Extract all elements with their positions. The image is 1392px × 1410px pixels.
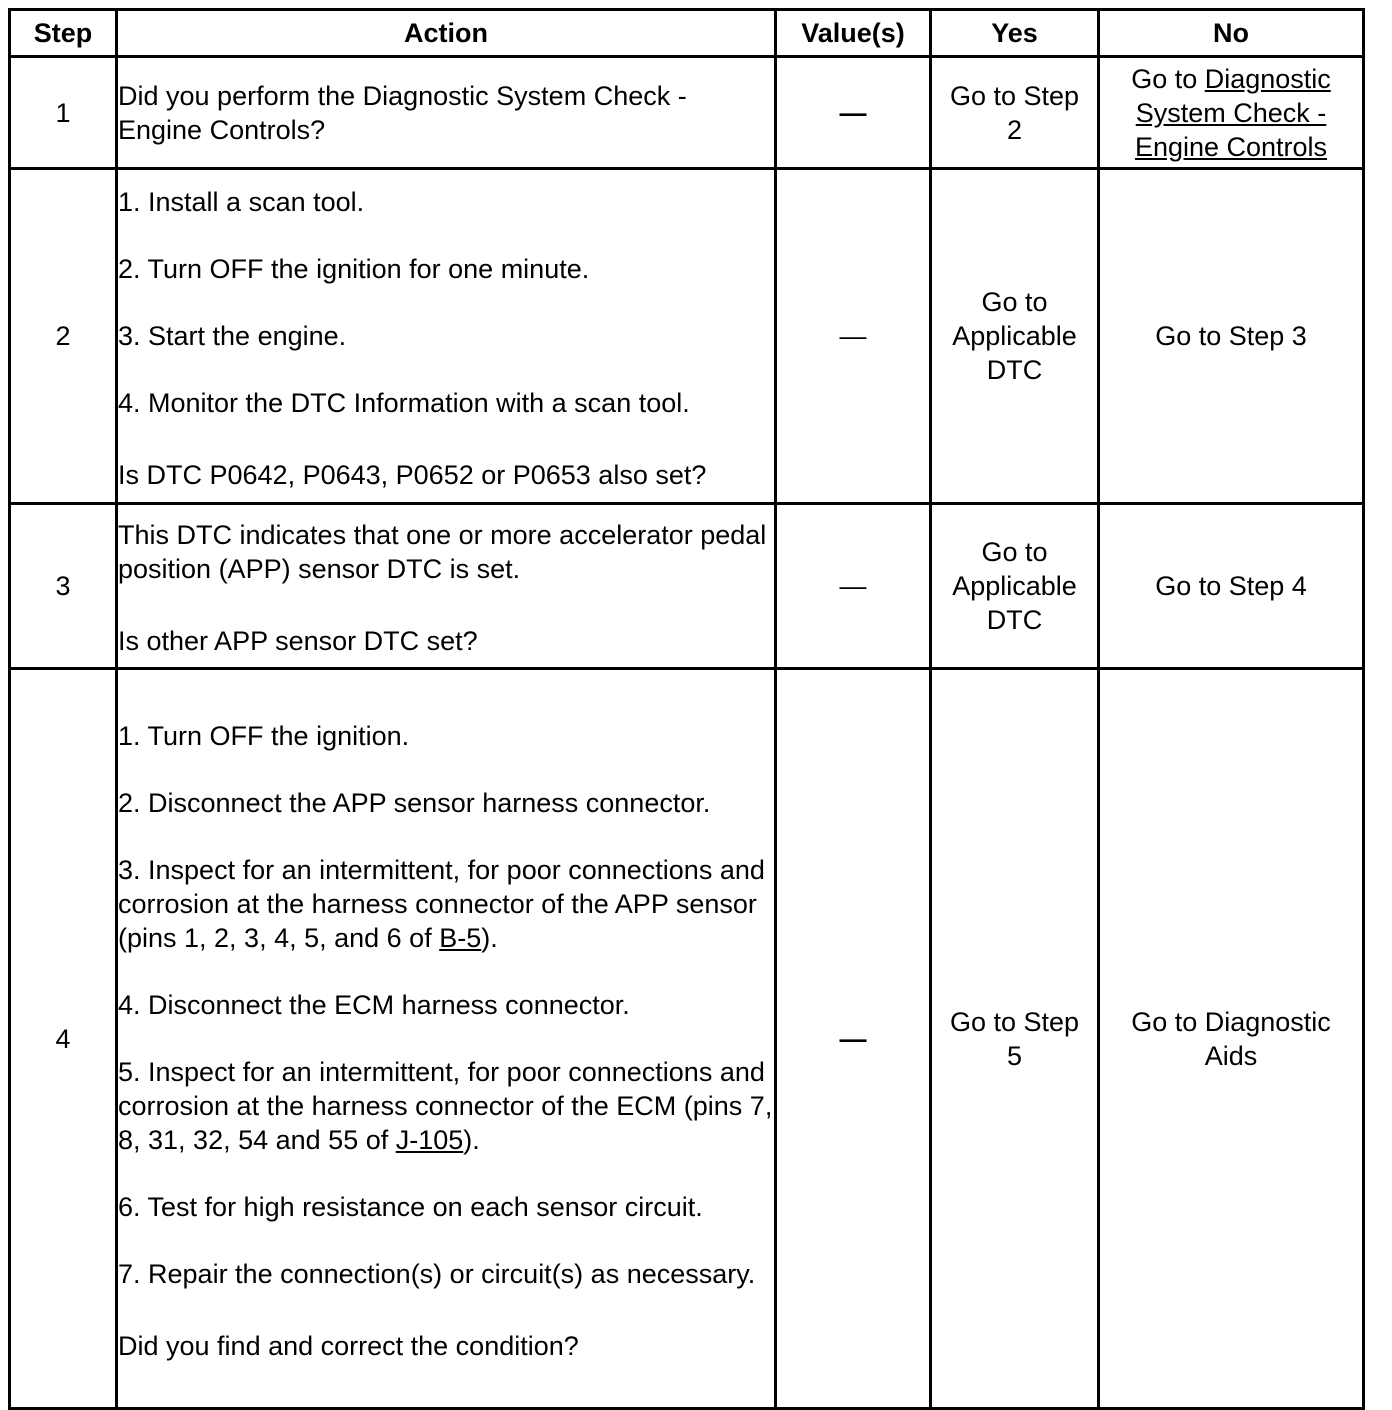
value-cell: — (776, 669, 931, 1409)
header-action: Action (117, 10, 776, 57)
action-text: 1. Turn OFF the ignition. (118, 720, 410, 751)
step-number: 4 (10, 669, 117, 1409)
action-text-part: 5. Inspect for an intermittent, for poor connections and corrosion at the harness connector of the ECM (pins 7, 8, 31, 32, 54 and 55 of (118, 1056, 773, 1155)
value-cell: — (776, 504, 931, 669)
no-cell (1099, 57, 1364, 169)
no-cell: Go to Step 4 (1099, 504, 1364, 669)
diagnostic-table (8, 8, 1365, 1410)
action-text: 6. Test for high resistance on each sensor circuit. (118, 1191, 703, 1222)
action-text: This DTC indicates that one or more accelerator pedal position (APP) sensor DTC is set. (118, 520, 767, 584)
action-question: Is other APP sensor DTC set? (118, 626, 478, 656)
table-row (10, 504, 1364, 669)
action-text (118, 1055, 774, 1157)
table-row (10, 57, 1364, 169)
header-yes: Yes (931, 10, 1099, 57)
yes-cell: Go to Step 5 (931, 669, 1099, 1409)
action-text (118, 853, 774, 955)
header-step: Step (10, 10, 117, 57)
action-text: 3. Start the engine. (118, 320, 347, 351)
no-cell: Go to Diagnostic Aids (1099, 669, 1364, 1409)
action-cell (117, 669, 776, 1409)
step-number: 2 (10, 169, 117, 504)
action-cell (117, 504, 776, 669)
no-prefix: Go to (1131, 63, 1205, 94)
no-cell: Go to Step 3 (1099, 169, 1364, 504)
header-values: Value(s) (776, 10, 931, 57)
diagnostic-system-check-link[interactable]: Diagnostic System Check - Engine Controls (1134, 63, 1331, 162)
yes-cell: Go to Step 2 (931, 57, 1099, 169)
action-text: 4. Monitor the DTC Information with a scan tool. (118, 387, 690, 418)
table-row (10, 169, 1364, 504)
table-row (10, 669, 1364, 1409)
value-cell: — (776, 169, 931, 504)
step-number: 3 (10, 504, 117, 669)
step-number: 1 (10, 57, 117, 169)
action-cell (117, 169, 776, 504)
yes-cell: Go to Applicable DTC (931, 169, 1099, 504)
yes-cell: Go to Applicable DTC (931, 504, 1099, 669)
action-text: 4. Disconnect the ECM harness connector. (118, 989, 630, 1020)
connector-b5-link[interactable]: B-5 (439, 922, 482, 953)
action-question: Is DTC P0642, P0643, P0652 or P0653 also set? (118, 459, 707, 490)
action-text: Did you perform the Diagnostic System Check - Engine Controls? (118, 80, 687, 145)
action-cell (117, 57, 776, 169)
action-text: 2. Turn OFF the ignition for one minute. (118, 253, 590, 284)
action-text: 7. Repair the connection(s) or circuit(s) as necessary. (118, 1258, 756, 1289)
action-text-part: ). (481, 922, 498, 953)
value-cell: — (776, 57, 931, 169)
action-text-part: 3. Inspect for an intermittent, for poor connections and corrosion at the harness connector of the APP sensor (pins 1, 2, 3, 4, 5, and 6 of (118, 854, 765, 953)
action-text-part: ). (463, 1124, 480, 1155)
action-question: Did you find and correct the condition? (118, 1330, 579, 1361)
connector-j105-link[interactable]: J-105 (395, 1124, 464, 1155)
header-no: No (1099, 10, 1364, 57)
action-text: 2. Disconnect the APP sensor harness connector. (118, 787, 711, 818)
header-row (10, 10, 1364, 57)
action-text: 1. Install a scan tool. (118, 186, 365, 217)
